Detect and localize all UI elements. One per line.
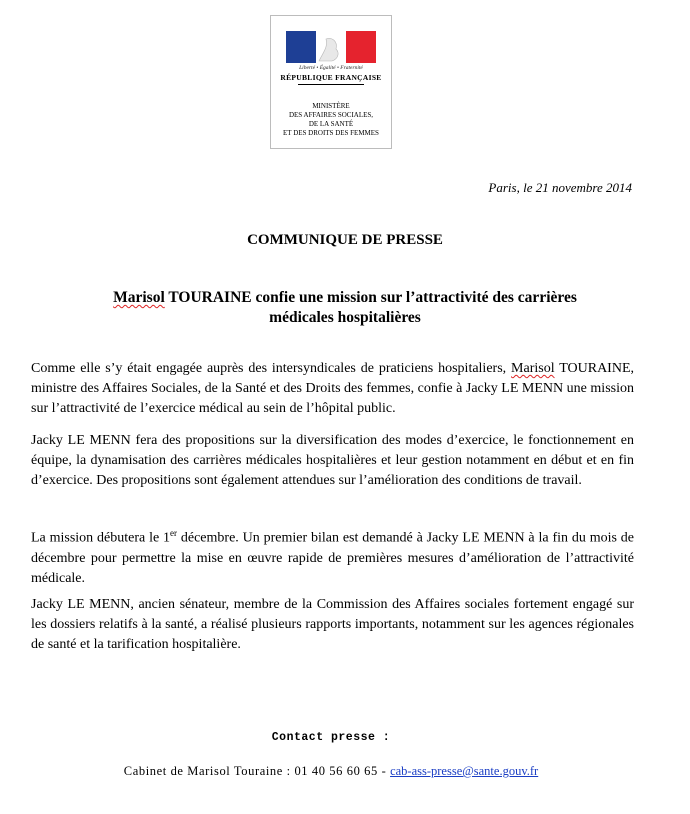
paragraph-3-start: La mission débutera le 1 (31, 530, 171, 546)
ministry-line: DES AFFAIRES SOCIALES, (288, 111, 374, 119)
document-title: COMMUNIQUE DE PRESSE (247, 232, 443, 248)
ministry-name (271, 102, 391, 138)
paragraph-2: Jacky LE MENN fera des propositions sur la diversification des modes d’exercice, le fonctionnement en équipe, la dynamisation des carrières médicales hospitalières et leur gestion notamment en début et en fin d’exercice. Des propositions sont également attendues sur l’amélioration des conditions de travail. (31, 433, 634, 488)
contact-details: Cabinet de Marisol Touraine : 01 40 56 60 65 - (123, 764, 391, 778)
paragraph-1-start: Comme elle s’y était engagée auprès des intersyndicales de praticiens hospitaliers, (31, 361, 512, 376)
date-line: Paris, le 21 novembre 2014 (488, 180, 632, 195)
paragraph-1 (31, 359, 634, 419)
republic-name: RÉPUBLIQUE FRANÇAISE (280, 73, 382, 82)
headline-name-spellcheck: Marisol (113, 289, 165, 306)
paragraph-3 (31, 523, 634, 589)
marianne-flag-icon (286, 31, 376, 63)
headline-line2: médicales hospitalières (269, 309, 421, 326)
ministry-logo (270, 15, 392, 149)
republic-motto: Liberté • Égalité • Fraternité (299, 65, 363, 71)
paragraph-4: Jacky LE MENN, ancien sénateur, membre de la Commission des Affaires sociales fortement engagé sur les dossiers relatifs à la santé, a réalisé plusieurs rapports importants, notamment sur les agences régionales de santé et la tarification hospitalière. (31, 597, 634, 652)
paragraph-3-end: décembre. Un premier bilan est demandé à Jacky LE MENN à la fin du mois de décembre pour permettre la mise en œuvre rapide de premières mesures d’amélioration de l’attractivité médicale. (31, 530, 634, 586)
headline (30, 288, 660, 328)
contact-line (0, 764, 662, 779)
ministry-line: MINISTÈRE (312, 102, 350, 110)
paragraph-1-end: TOURAINE, ministre des Affaires Sociales, de la Santé et des Droits des femmes, confie à Jacky LE MENN une mission sur l’attractivité de l’exercice médical au sein de l’hôpital public. (31, 361, 635, 416)
paragraph-1-name-spellcheck: Marisol (511, 361, 555, 376)
logo-divider (298, 84, 364, 85)
contact-email-link[interactable]: cab-ass-presse@sante.gouv.fr (390, 764, 539, 778)
ministry-line: DE LA SANTÉ (308, 120, 354, 128)
ordinal-superscript: er (170, 528, 178, 538)
ministry-line: ET DES DROITS DES FEMMES (283, 129, 379, 137)
contact-label: Contact presse : (271, 731, 391, 744)
headline-line1: TOURAINE confie une mission sur l’attractivité des carrières (164, 289, 577, 306)
